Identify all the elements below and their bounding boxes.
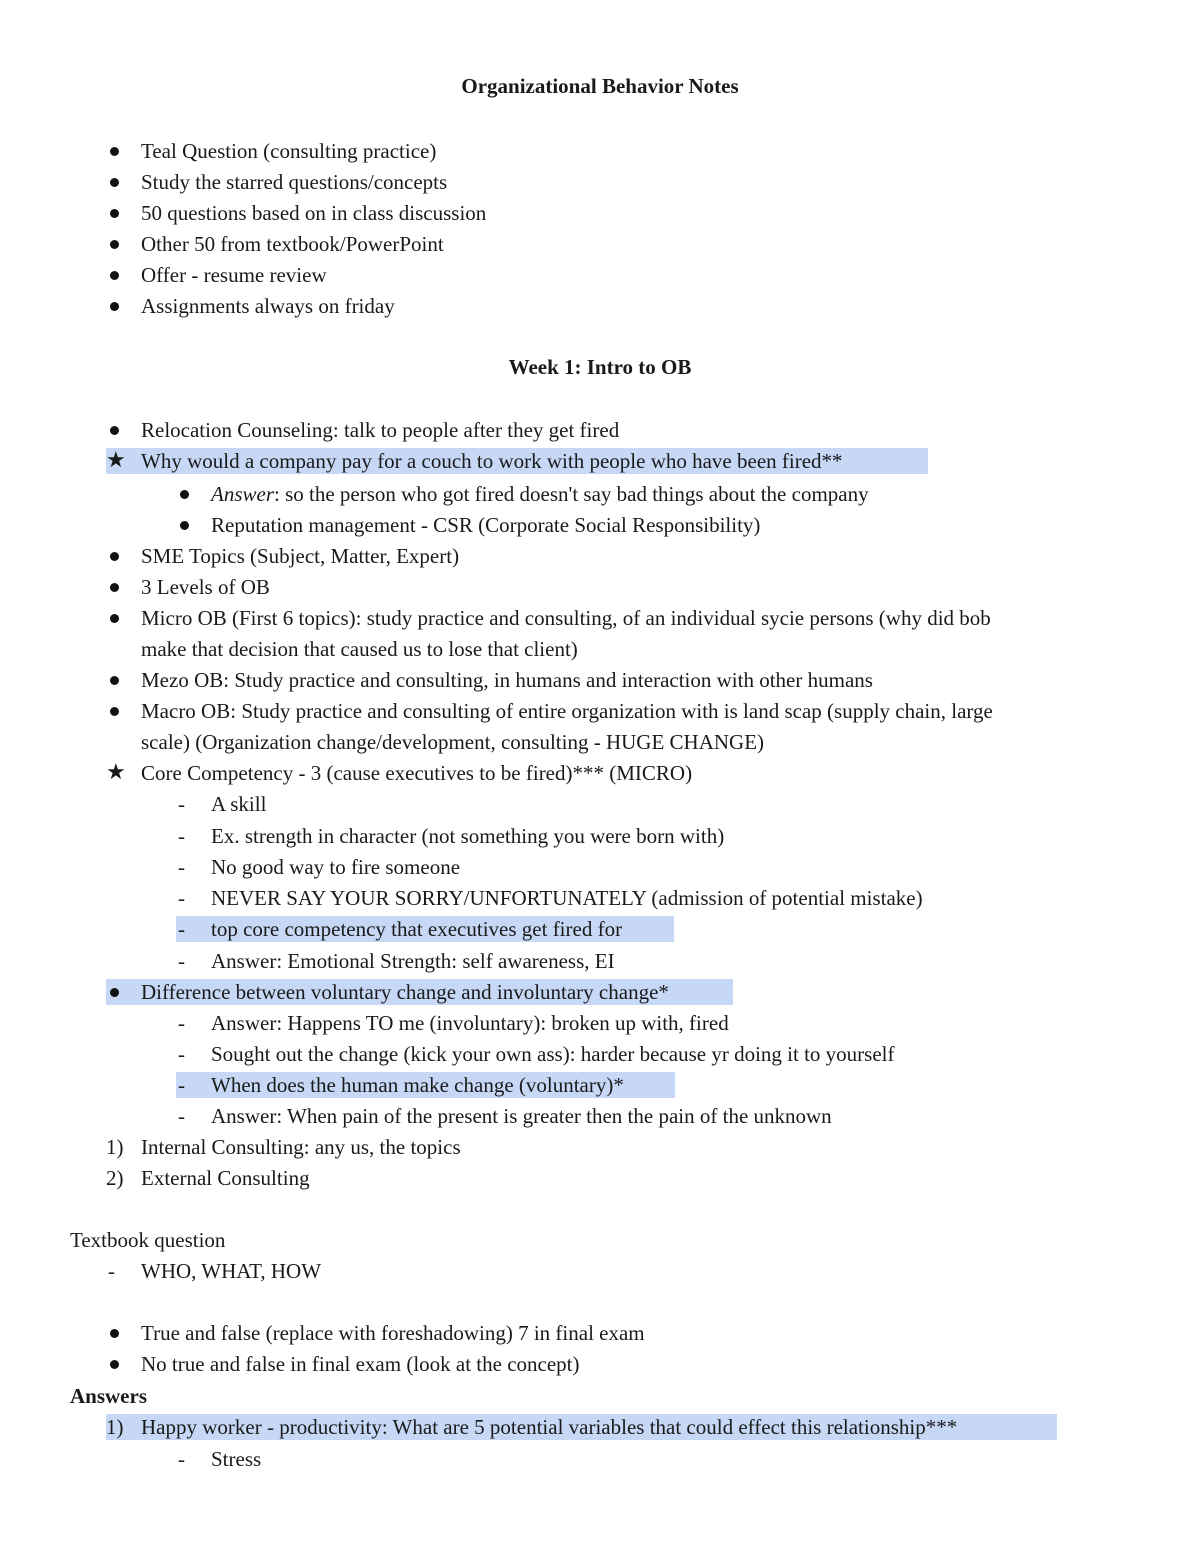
bullet-icon [110,426,119,435]
bullet-icon [110,552,119,561]
document-page: Organizational Behavior Notes Teal Question (consulting practice) Study the starred questions/concepts 50 questions based on in class discussion Other 50 from textbook/PowerPoint Offer - resume review Assignments always on friday Week 1: Intro to OB Relocation Counseling: talk to people after they get fired ★ Why would a company pay for a couch to work with people who have been fired** Answer: so the person who got fired doesn't say bad things about the company Reputation management - CSR (Corporate Social Responsibility) SME Topics (Subject, Matter, Expert) 3 Levels of OB Micro OB (First 6 topics): study practice and consulting, of an individual sycie persons (why did bob make that decision that caused us to lose that client) Mezo OB: Study practice and consulting, in humans and interaction with other humans Macro OB: Study practice and consulting of entire organization with is land scap (supply chain, large scale) (Organization change/development, consulting - HUGE CHANGE) ★ Core Competency - 3 (cause executives to be fired)*** (MICRO) - A skill - Ex. strength in character (not something you were born with) - No good way to fire someone - NEVER SAY YOUR SORRY/UNFORTUNATELY (admission of potential mistake) - top core competency that executives get fired for - Answer: Emotional Strength: self awareness, EI Difference between voluntary change and involuntary change* - Answer: Happens TO me (involuntary): broken up with, fired - Sought out the change (kick your own ass): harder because yr doing it to yourself - When does the human make change (voluntary)* - Answer: When pain of the present is greater then the pain of the unknown 1) Internal Consulting: any us, the topics 2) External Consulting Textbook question - WHO, WHAT, HOW True and false (replace with foreshadowing) 7 in final exam No true and false in final exam (look at the concept) Answers 1) Happy worker - productivity: What are 5 potential variables that could effect this relationship*** - Stress [0,0,1200,1553]
bullet-icon [110,240,119,249]
star-icon: ★ [106,760,126,785]
dash-icon: - [178,855,185,879]
highlighted-numbered-item: 1) Happy worker - productivity: What are 5 potential variables that could effect this relationship*** [106,1414,1057,1440]
section-heading-week1: Week 1: Intro to OB [508,355,692,379]
bullet-icon [110,209,119,218]
dash-icon: - [178,917,185,941]
item-number: 1) [106,1415,124,1439]
dash-icon: - [178,949,185,973]
bullet-icon [110,676,119,685]
bullet-icon [110,302,119,311]
star-icon: ★ [106,448,126,473]
item-number: 2) [106,1166,124,1190]
textbook-label: Textbook question [70,1228,226,1252]
dash-icon: - [178,1104,185,1128]
bullet-icon [110,271,119,280]
highlighted-dash-item: - top core competency that executives get fired for [176,916,674,942]
dash-icon: - [178,886,185,910]
dash-icon: - [178,1073,185,1097]
dash-icon: - [178,824,185,848]
item-number: 1) [106,1135,124,1159]
highlighted-list-item: ★ Why would a company pay for a couch to work with people who have been fired** [106,448,928,474]
dash-icon: - [178,1042,185,1066]
dash-icon: - [178,792,185,816]
dash-icon: - [178,1011,185,1035]
bullet-icon [180,521,189,530]
highlighted-dash-item: - When does the human make change (voluntary)* [176,1072,675,1098]
bullet-icon [110,614,119,623]
dash-icon: - [178,1447,185,1471]
answer-label: Answer [211,482,274,506]
bullet-icon [110,178,119,187]
answers-heading: Answers [70,1384,147,1408]
bullet-icon [110,1360,119,1369]
bullet-icon [110,1329,119,1338]
bullet-icon [110,583,119,592]
highlighted-list-item: Difference between voluntary change and involuntary change* [106,979,733,1005]
document-title: Organizational Behavior Notes [461,74,739,98]
bullet-icon [180,490,189,499]
bullet-icon [110,988,119,997]
bullet-icon [110,147,119,156]
dash-icon: - [108,1259,115,1283]
bullet-icon [110,707,119,716]
